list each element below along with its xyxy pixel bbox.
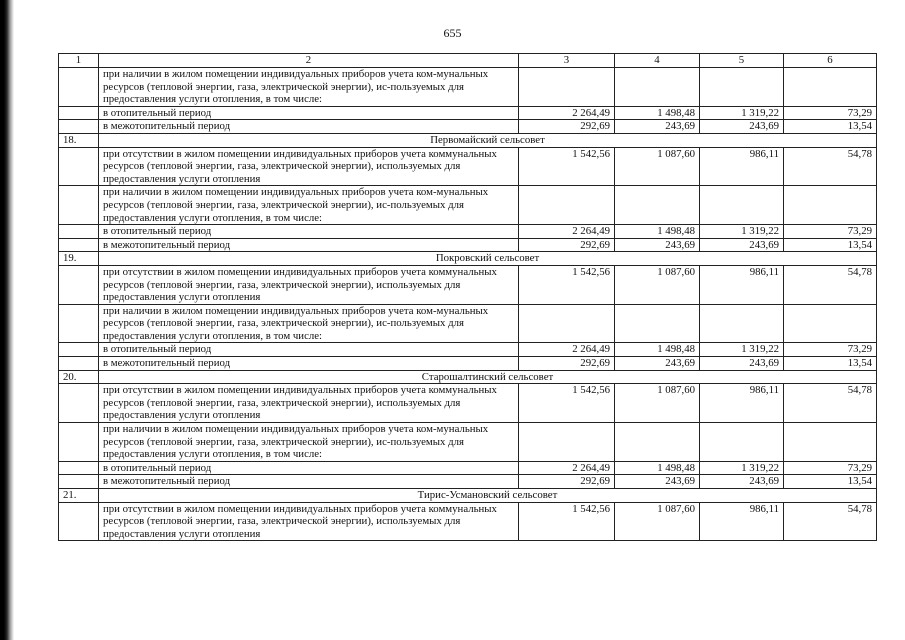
section-title: Покровский сельсовет	[99, 252, 877, 266]
value-cell-col5	[700, 68, 784, 107]
value-cell-col4: 243,69	[615, 357, 700, 371]
value-cell-col5: 986,11	[700, 147, 784, 186]
value-cell-col6	[784, 186, 877, 225]
value-cell-col6	[784, 304, 877, 343]
section-number: 18.	[59, 133, 99, 147]
row-description: при отсутствии в жилом помещении индивидуальных приборов учета коммунальных ресурсов (тепловой энергии, газа, электрической энергии), используемых для предоставления услуги отопления	[99, 384, 519, 423]
value-cell-col4: 1 498,48	[615, 106, 700, 120]
table-row	[59, 68, 877, 107]
row-description: в отопительный период	[99, 106, 519, 120]
value-cell-col5: 243,69	[700, 475, 784, 489]
row-number-cell	[59, 225, 99, 239]
value-cell-col5: 1 319,22	[700, 225, 784, 239]
value-cell-col4: 1 087,60	[615, 502, 700, 541]
table-row	[59, 238, 877, 252]
row-number-cell	[59, 475, 99, 489]
value-cell-col4	[615, 186, 700, 225]
value-cell-col5	[700, 423, 784, 462]
row-number-cell	[59, 238, 99, 252]
value-cell-col4: 243,69	[615, 475, 700, 489]
row-description: в отопительный период	[99, 343, 519, 357]
row-number-cell	[59, 461, 99, 475]
value-cell-col4: 243,69	[615, 120, 700, 134]
value-cell-col3: 292,69	[519, 357, 615, 371]
section-number: 19.	[59, 252, 99, 266]
value-cell-col3: 2 264,49	[519, 225, 615, 239]
value-cell-col5	[700, 186, 784, 225]
value-cell-col6: 13,54	[784, 357, 877, 371]
value-cell-col5	[700, 304, 784, 343]
value-cell-col4: 1 087,60	[615, 384, 700, 423]
value-cell-col3: 292,69	[519, 238, 615, 252]
header-cell: 5	[700, 54, 784, 68]
row-description: в межотопительный период	[99, 120, 519, 134]
scan-edge-shadow	[0, 0, 14, 640]
row-number-cell	[59, 502, 99, 541]
section-title: Тирис-Усмановский сельсовет	[99, 489, 877, 503]
row-number-cell	[59, 106, 99, 120]
value-cell-col6: 73,29	[784, 106, 877, 120]
value-cell-col3: 292,69	[519, 120, 615, 134]
table-header-row	[59, 54, 877, 68]
page-number: 655	[443, 26, 462, 40]
table-row	[59, 304, 877, 343]
value-cell-col5: 986,11	[700, 502, 784, 541]
row-description: в отопительный период	[99, 225, 519, 239]
value-cell-col3: 1 542,56	[519, 147, 615, 186]
table-row	[59, 265, 877, 304]
value-cell-col6: 54,78	[784, 265, 877, 304]
value-cell-col4: 1 087,60	[615, 147, 700, 186]
value-cell-col3: 2 264,49	[519, 343, 615, 357]
value-cell-col3: 1 542,56	[519, 265, 615, 304]
row-number-cell	[59, 423, 99, 462]
value-cell-col3: 1 542,56	[519, 502, 615, 541]
row-description: в межотопительный период	[99, 238, 519, 252]
value-cell-col5: 243,69	[700, 238, 784, 252]
header-cell: 1	[59, 54, 99, 68]
value-cell-col6: 73,29	[784, 461, 877, 475]
section-title: Первомайский сельсовет	[99, 133, 877, 147]
table-row	[59, 147, 877, 186]
table-row	[59, 475, 877, 489]
value-cell-col6	[784, 423, 877, 462]
table-row	[59, 106, 877, 120]
header-cell: 3	[519, 54, 615, 68]
value-cell-col6: 13,54	[784, 475, 877, 489]
row-number-cell	[59, 343, 99, 357]
value-cell-col3: 2 264,49	[519, 461, 615, 475]
value-cell-col5: 1 319,22	[700, 461, 784, 475]
table-row	[59, 423, 877, 462]
value-cell-col6: 13,54	[784, 238, 877, 252]
row-description: при наличии в жилом помещении индивидуальных приборов учета ком-мунальных ресурсов (тепловой энергии, газа, электрической энергии), ис-пользуемых для предоставления услуги отопления, в том числе:	[99, 68, 519, 107]
value-cell-col3	[519, 68, 615, 107]
value-cell-col3	[519, 186, 615, 225]
value-cell-col6: 73,29	[784, 225, 877, 239]
table-row	[59, 384, 877, 423]
row-number-cell	[59, 384, 99, 423]
row-number-cell	[59, 357, 99, 371]
row-number-cell	[59, 265, 99, 304]
section-title: Старошалтинский сельсовет	[99, 370, 877, 384]
section-row	[59, 252, 877, 266]
table-row	[59, 120, 877, 134]
section-number: 20.	[59, 370, 99, 384]
row-description: при отсутствии в жилом помещении индивидуальных приборов учета коммунальных ресурсов (тепловой энергии, газа, электрической энергии), используемых для предоставления услуги отопления	[99, 502, 519, 541]
table-row	[59, 502, 877, 541]
value-cell-col3	[519, 423, 615, 462]
value-cell-col4	[615, 423, 700, 462]
value-cell-col5: 243,69	[700, 357, 784, 371]
value-cell-col5: 1 319,22	[700, 106, 784, 120]
row-description: в межотопительный период	[99, 357, 519, 371]
value-cell-col4: 243,69	[615, 238, 700, 252]
value-cell-col5: 1 319,22	[700, 343, 784, 357]
value-cell-col4	[615, 304, 700, 343]
table-row	[59, 186, 877, 225]
row-description: при наличии в жилом помещении индивидуальных приборов учета ком-мунальных ресурсов (тепловой энергии, газа, электрической энергии), ис-пользуемых для предоставления услуги отопления, в том числе:	[99, 423, 519, 462]
value-cell-col4: 1 498,48	[615, 461, 700, 475]
section-row	[59, 370, 877, 384]
table-row	[59, 357, 877, 371]
row-description: при наличии в жилом помещении индивидуальных приборов учета ком-мунальных ресурсов (тепловой энергии, газа, электрической энергии), ис-пользуемых для предоставления услуги отопления, в том числе:	[99, 304, 519, 343]
section-number: 21.	[59, 489, 99, 503]
value-cell-col3	[519, 304, 615, 343]
value-cell-col6: 54,78	[784, 384, 877, 423]
row-description: в отопительный период	[99, 461, 519, 475]
section-row	[59, 489, 877, 503]
value-cell-col4	[615, 68, 700, 107]
row-number-cell	[59, 68, 99, 107]
value-cell-col6	[784, 68, 877, 107]
value-cell-col5: 243,69	[700, 120, 784, 134]
header-cell: 4	[615, 54, 700, 68]
row-number-cell	[59, 120, 99, 134]
value-cell-col6: 13,54	[784, 120, 877, 134]
value-cell-col3: 292,69	[519, 475, 615, 489]
row-description: в межотопительный период	[99, 475, 519, 489]
value-cell-col6: 73,29	[784, 343, 877, 357]
row-description: при отсутствии в жилом помещении индивидуальных приборов учета коммунальных ресурсов (тепловой энергии, газа, электрической энергии), используемых для предоставления услуги отопления	[99, 265, 519, 304]
value-cell-col3: 1 542,56	[519, 384, 615, 423]
header-cell: 6	[784, 54, 877, 68]
value-cell-col6: 54,78	[784, 147, 877, 186]
table-row	[59, 343, 877, 357]
row-description: при отсутствии в жилом помещении индивидуальных приборов учета коммунальных ресурсов (тепловой энергии, газа, электрической энергии), используемых для предоставления услуги отопления	[99, 147, 519, 186]
row-number-cell	[59, 186, 99, 225]
value-cell-col5: 986,11	[700, 384, 784, 423]
value-cell-col3: 2 264,49	[519, 106, 615, 120]
row-number-cell	[59, 147, 99, 186]
table-row	[59, 225, 877, 239]
table-row	[59, 461, 877, 475]
section-row	[59, 133, 877, 147]
value-cell-col5: 986,11	[700, 265, 784, 304]
value-cell-col4: 1 498,48	[615, 343, 700, 357]
value-cell-col6: 54,78	[784, 502, 877, 541]
value-cell-col4: 1 087,60	[615, 265, 700, 304]
row-description: при наличии в жилом помещении индивидуальных приборов учета ком-мунальных ресурсов (тепловой энергии, газа, электрической энергии), ис-пользуемых для предоставления услуги отопления, в том числе:	[99, 186, 519, 225]
header-cell: 2	[99, 54, 519, 68]
tariff-table	[58, 53, 877, 541]
value-cell-col4: 1 498,48	[615, 225, 700, 239]
row-number-cell	[59, 304, 99, 343]
